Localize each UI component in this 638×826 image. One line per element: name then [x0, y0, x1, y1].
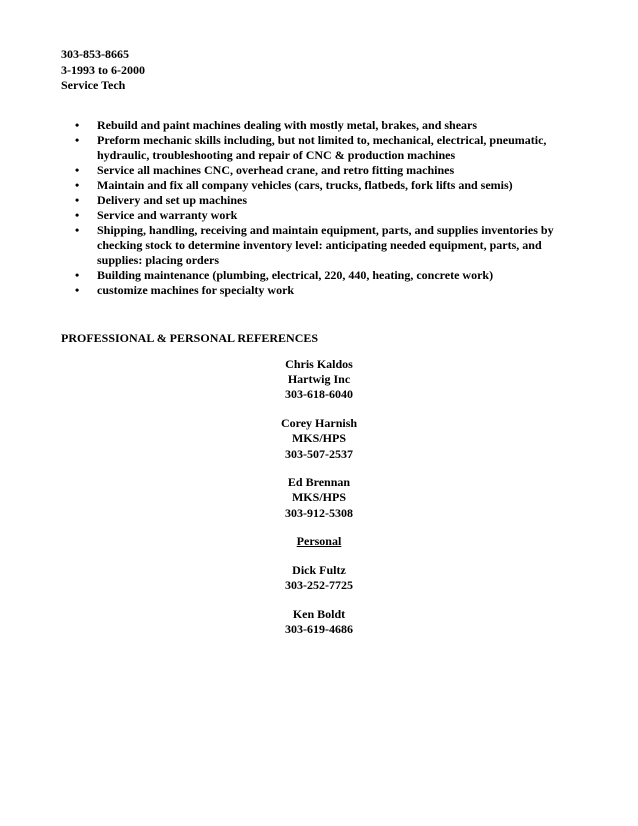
reference-company: Hartwig Inc — [287, 372, 351, 387]
bullet-icon: • — [75, 268, 80, 282]
duty-text: Preform mechanic skills including, but not limited to, mechanical, electrical, pneumatic, hydraulic, troubleshooting and repair of CNC & production machines — [97, 133, 547, 162]
bullet-icon: • — [75, 208, 80, 222]
employment-dates: 3-1993 to 6-2000 — [61, 62, 145, 77]
job-position: Service Tech — [61, 78, 126, 92]
duty-item — [61, 208, 581, 223]
duty-item — [61, 223, 581, 268]
duty-item — [61, 193, 581, 208]
reference-phone: 303-618-6040 — [285, 387, 353, 402]
reference-entry — [219, 357, 419, 403]
reference-name: Corey Harnish — [280, 416, 358, 431]
duty-item — [61, 268, 581, 283]
duty-item — [61, 118, 581, 133]
references-heading: PROFESSIONAL & PERSONAL REFERENCES — [61, 331, 319, 345]
duty-text: Service all machines CNC, overhead crane, and retro fitting machines — [97, 163, 455, 177]
reference-company: MKS/HPS — [291, 431, 346, 446]
references-list — [219, 357, 419, 651]
reference-entry — [219, 563, 419, 593]
reference-name: Ed Brennan — [287, 475, 351, 490]
employer-phone: 303-853-8665 — [61, 47, 129, 61]
duty-item — [61, 283, 581, 298]
reference-entry — [219, 607, 419, 637]
duties-list — [61, 118, 581, 298]
reference-phone: 303-252-7725 — [285, 578, 353, 593]
reference-name: Dick Fultz — [292, 563, 346, 578]
bullet-icon: • — [75, 163, 80, 177]
job-header — [61, 47, 145, 94]
duty-text: Maintain and fix all company vehicles (cars, trucks, flatbeds, fork lifts and semis) — [97, 178, 513, 192]
duty-text: Service and warranty work — [97, 208, 238, 222]
duty-item — [61, 163, 581, 178]
bullet-icon: • — [75, 193, 80, 207]
bullet-icon: • — [75, 223, 80, 237]
reference-phone: 303-507-2537 — [285, 446, 353, 461]
bullet-icon: • — [75, 178, 80, 192]
reference-phone: 303-619-4686 — [285, 622, 353, 637]
reference-phone: 303-912-5308 — [285, 505, 353, 520]
duty-text: customize machines for specialty work — [97, 283, 295, 297]
duty-text: Shipping, handling, receiving and maintain equipment, parts, and supplies inventories by checking stock to determine inventory level: anticipating needed equipment, parts, and supplies: placing orders — [97, 223, 554, 267]
reference-entry — [219, 475, 419, 521]
duty-item — [61, 133, 581, 163]
bullet-icon: • — [75, 283, 80, 297]
duty-text: Building maintenance (plumbing, electrical, 220, 440, heating, concrete work) — [97, 268, 494, 282]
duty-item — [61, 178, 581, 193]
bullet-icon: • — [75, 133, 80, 147]
reference-entry — [219, 416, 419, 462]
reference-name: Ken Boldt — [292, 606, 346, 621]
reference-company: MKS/HPS — [291, 490, 346, 505]
personal-references-label: Personal — [296, 534, 342, 549]
duty-text: Delivery and set up machines — [97, 193, 247, 207]
duty-text: Rebuild and paint machines dealing with mostly metal, brakes, and shears — [97, 118, 478, 132]
reference-name: Chris Kaldos — [285, 357, 353, 371]
bullet-icon: • — [75, 118, 80, 132]
